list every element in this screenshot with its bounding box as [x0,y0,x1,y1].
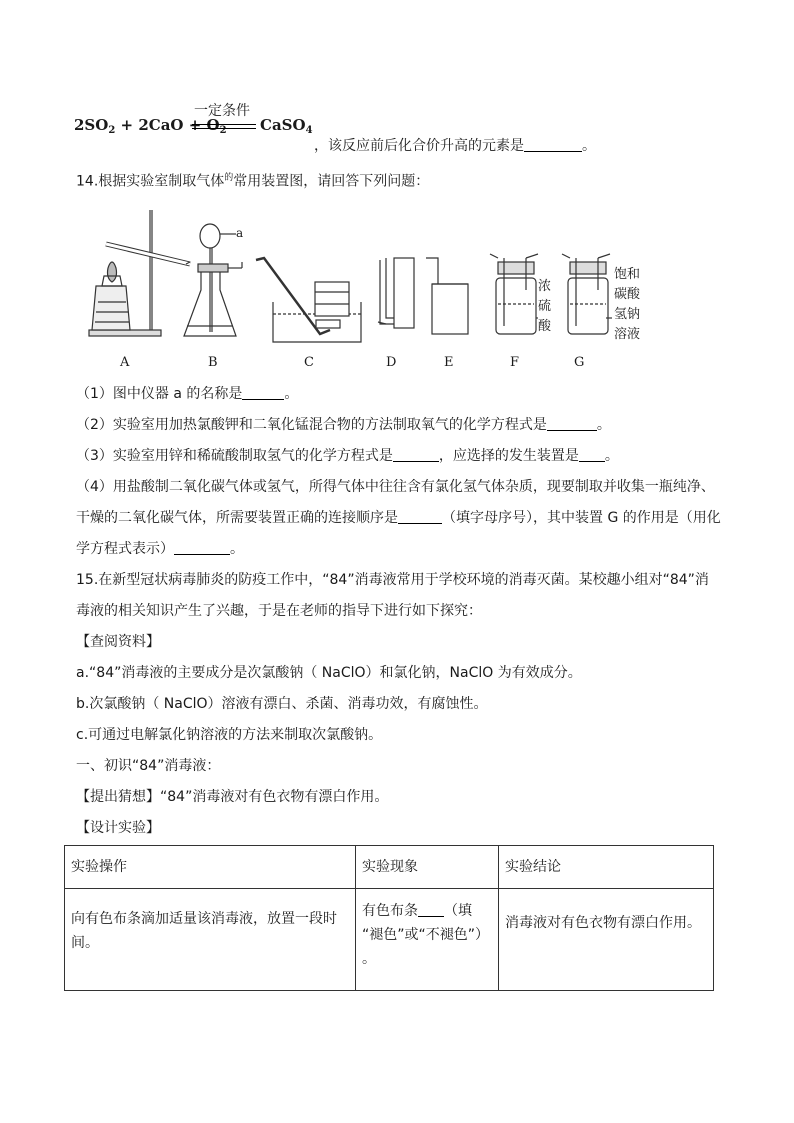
hypothesis: 【提出猜想】“84”消毒液对有色衣物有漂白作用。 [76,789,389,805]
cell-conclusion: 消毒液对有色衣物有漂白作用。 [499,889,714,991]
f-text-3: 酸 [538,319,552,334]
label-c: C [304,355,314,370]
q14-part-1: （1）图中仪器 a 的名称是 。 [76,386,299,402]
answer-blank[interactable] [524,137,582,152]
reference-a: a.“84”消毒液的主要成分是次氯酸钠（ NaClO）和氯化钠，NaClO 为有效成分。 [76,665,582,681]
g-text-2: 碳酸 [614,287,641,302]
apparatus-a [89,210,190,336]
q15-stem-line1: 15.在新型冠状病毒肺炎的防疫工作中，“84”消毒液常用于学校环境的消毒灭菌。某校趣小组对“84”消 [76,572,709,588]
apparatus-c [256,258,361,342]
header-conclusion: 实验结论 [499,846,714,889]
apparatus-figure [86,206,656,378]
q14-part-4-line3: 学方程式表示） 。 [76,541,244,557]
reference-b: b.次氯酸钠（ NaClO）溶液有漂白、杀菌、消毒功效，有腐蚀性。 [76,696,488,712]
apparatus-e [426,258,468,334]
heading-design: 【设计实验】 [76,820,160,836]
q15-stem-line2: 毒液的相关知识产生了兴趣，于是在老师的指导下进行如下探究： [76,603,482,619]
apparatus-d [378,258,414,328]
header-observation: 实验现象 [356,846,499,889]
q14-part-4-line2: 干燥的二氧化碳气体，所需要装置正确的连接顺序是 （填字母序号），其中装置 G 的作用是（用化 [76,510,721,526]
answer-blank[interactable] [418,902,444,917]
label-e: E [444,355,454,370]
answer-blank[interactable] [579,447,605,462]
reference-c: c.可通过电解氯化钠溶液的方法来制取次氯酸钠。 [76,727,383,743]
table-header-row [65,846,714,889]
answer-blank[interactable] [242,385,284,400]
q14-part-4-line1: （4）用盐酸制二氧化碳气体或氢气，所得气体中往往含有氯化氢气体杂质，现要制取并收集一瓶纯净、 [76,479,715,495]
label-f: F [510,355,520,370]
g-text-3: 氢钠 [614,307,641,322]
apparatus-b [184,224,242,336]
cell-observation: 有色布条 （填 “褪色”或“不褪色”） 。 [356,889,499,991]
chemical-equation [74,100,314,140]
label-a: A [120,355,130,370]
apparatus-g [562,254,612,334]
answer-blank[interactable] [174,540,230,555]
answer-blank[interactable] [547,416,597,431]
g-text-1: 饱和 [614,267,641,282]
label-b: B [208,355,218,370]
f-text-2: 硫 [538,299,552,314]
answer-blank[interactable] [398,509,442,524]
cell-operation: 向有色布条滴加适量该消毒液，放置一段时 间。 [65,889,356,991]
header-operation: 实验操作 [65,846,356,889]
heading-reference: 【查阅资料】 [76,634,160,650]
equation-product: CaSO$_4$ [260,116,313,136]
equation-condition: 一定条件 [194,103,250,119]
apparatus-f [490,254,538,334]
f-text-1: 浓 [538,279,552,294]
q14-stem: 14.根据实验室制取气体$^的$常用装置图，请回答下列问题： [76,173,430,190]
q13-answer-line: ，该反应前后化合价升高的元素是 。 [314,138,596,154]
equation-arrow [192,124,256,125]
experiment-table [64,845,714,991]
q14-part-2: （2）实验室用加热氯酸钾和二氧化锰混合物的方法制取氧气的化学方程式是 。 [76,417,611,433]
label-d: D [386,355,397,370]
equation-reactants: $2SO_2 + 2CaO + O_2$ [74,116,227,136]
label-g: G [574,355,585,370]
answer-blank[interactable] [393,447,439,462]
label-instrument-a: a [236,226,244,240]
section-heading: 一、初识“84”消毒液： [76,758,221,774]
g-text-4: 溶液 [614,327,641,342]
q14-part-3: （3）实验室用锌和稀硫酸制取氢气的化学方程式是 ，应选择的发生装置是 。 [76,448,619,464]
table-row [65,889,714,991]
